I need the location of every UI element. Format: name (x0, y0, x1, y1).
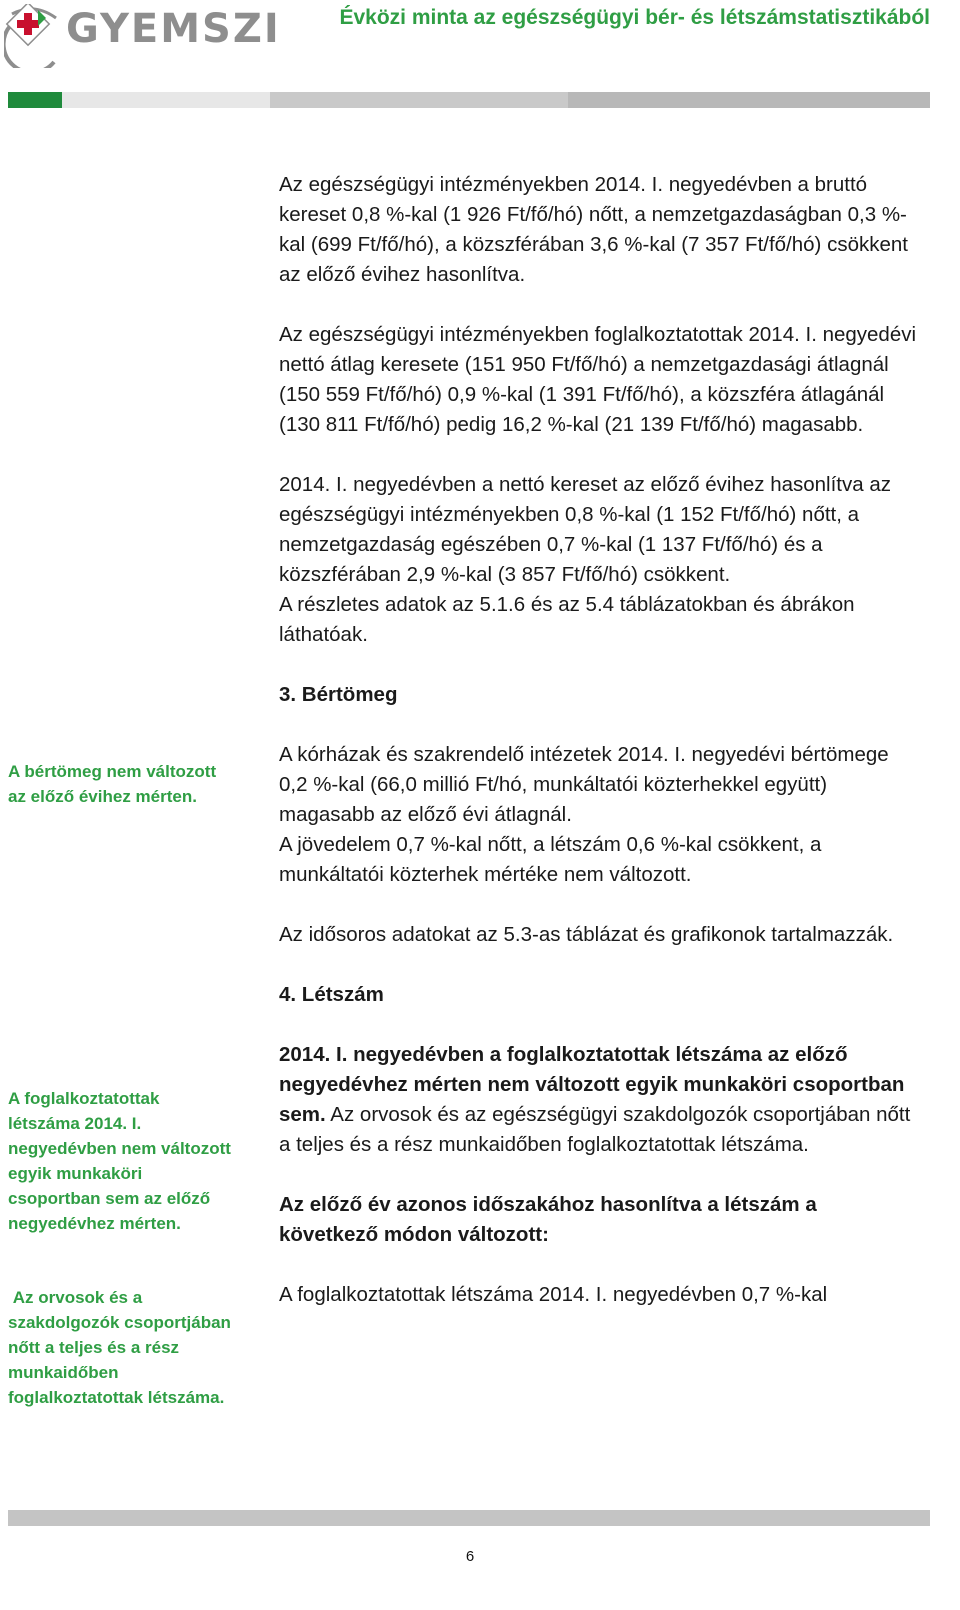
paragraph-net-average: Az egészségügyi intézményekben foglalkoztatottak 2014. I. negyedévi nettó átlag keresete (151 950 Ft/fő/hó) a nemzetgazdasági átlagnál (150 559 Ft/fő/hó) 0,9 %-kal (1 391 Ft/fő/hó), a közszféra átlagánál (130 811 Ft/fő/hó) pedig 16,2 %-kal (21 139 Ft/fő/hó) magasabb. (279, 323, 917, 436)
headcount-detail: Az orvosok és az egészségügyi szakdolgozók csoportjában nőtt a teljes és a rész munkaidőben foglalkoztatottak létszáma. (279, 1103, 911, 1156)
section-heading-wage-mass: 3. Bértömeg (279, 683, 398, 706)
band-segment-mid (270, 92, 568, 108)
paragraph-headcount-quarter (279, 1040, 919, 1160)
paragraph-net-change: 2014. I. negyedévben a nettó kereset az előző évihez hasonlítva az egészségügyi intézményekben 0,8 %-kal (1 152 Ft/fő/hó) nőtt, a nemzetgazdaság egészében 0,7 %-kal (1 137 Ft/fő/hó) és a közszférában 2,9 %-kal (3 857 Ft/fő/hó) csökkent. (279, 473, 891, 586)
document-title: Évközi minta az egészségügyi bér- és létszámstatisztikából (339, 6, 930, 29)
page-number: 6 (465, 1548, 475, 1565)
band-segment-green (8, 92, 62, 108)
sidebar-note-wage-mass: A bértömeg nem változott az előző évihez mérten. (8, 762, 217, 806)
band-segment-light (62, 92, 270, 108)
sidebar-note-doctors: Az orvosok és a szakdolgozók csoportjában nőtt a teljes és a rész munkaidőben foglalkoztatottak létszáma. (8, 1288, 236, 1407)
paragraph-time-series: Az idősoros adatokat az 5.3-as táblázat és grafikonok tartalmazzák. (279, 923, 894, 946)
logo-wordmark: GYEMSZI (66, 6, 281, 52)
header-color-band (8, 92, 930, 108)
page-header (0, 0, 960, 110)
paragraph-details-reference: A részletes adatok az 5.1.6 és az 5.4 táblázatokban és ábrákon láthatóak. (279, 593, 855, 646)
paragraph-income-change: A jövedelem 0,7 %-kal nőtt, a létszám 0,6 %-kal csökkent, a munkáltatói közterhek mértéke nem változott. (279, 833, 822, 886)
headcount-bold-statement: 2014. I. negyedévben a foglalkoztatottak létszáma az előző negyedévhez mérten nem változott egyik munkaköri csoportban sem. (279, 1043, 905, 1126)
year-comparison-bold: Az előző év azonos időszakához hasonlítva a létszám a következő módon változott: (279, 1193, 817, 1246)
footer-bar (8, 1510, 930, 1526)
paragraph-year-comparison (279, 1190, 919, 1250)
paragraph-gross-wage: Az egészségügyi intézményekben 2014. I. negyedévben a bruttó kereset 0,8 %-kal (1 926 Ft/fő/hó) nőtt, a nemzetgazdaságban 0,3 %-kal (699 Ft/fő/hó), a közszférában 3,6 %-kal (7 357 Ft/fő/hó) csökkent az előző évihez hasonlítva. (279, 173, 908, 286)
paragraph-headcount-change: A foglalkoztatottak létszáma 2014. I. negyedévben 0,7 %-kal (279, 1283, 828, 1306)
gyemszi-logo (4, 4, 304, 68)
sidebar-note-headcount: A foglalkoztatottak létszáma 2014. I. negyedévben nem változott egyik munkaköri csoportban sem az előző negyedévhez mérten. (8, 1089, 231, 1233)
section-heading-headcount: 4. Létszám (279, 983, 384, 1006)
main-content (279, 170, 919, 1340)
paragraph-wage-mass: A kórházak és szakrendelő intézetek 2014. I. negyedévi bértömege 0,2 %-kal (66,0 millió Ft/hó, munkáltatói közterhekkel együtt) magasabb az előző évi átlagnál. (279, 743, 889, 826)
band-segment-dark (568, 92, 930, 108)
